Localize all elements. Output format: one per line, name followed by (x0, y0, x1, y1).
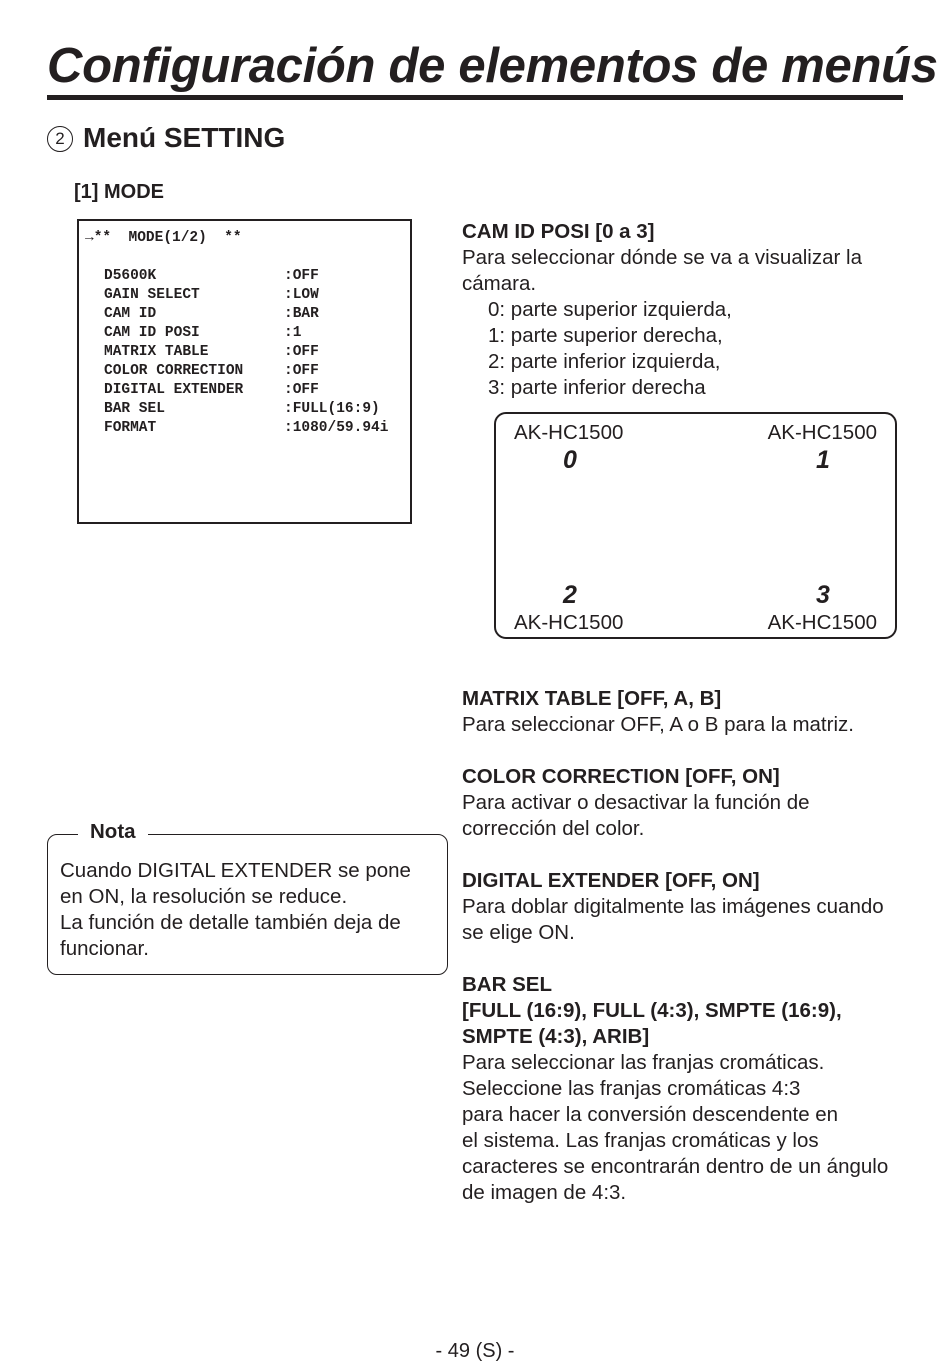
color-correction-text: Para activar o desactivar la función de (462, 791, 810, 814)
menu-row-label: BAR SEL (104, 401, 165, 417)
cam-id-posi-option: 1: parte superior derecha, (488, 324, 723, 347)
section-title: Menú SETTING (83, 122, 286, 153)
bar-sel-heading: BAR SEL (462, 973, 552, 996)
position-label-top-left: AK-HC1500 (514, 421, 624, 444)
bar-sel-text: Para seleccionar las franjas cromáticas. (462, 1051, 825, 1074)
menu-row-value: :1080/59.94i (284, 420, 389, 436)
position-number-1: 1 (816, 446, 830, 474)
mode-menu-screen (77, 219, 412, 524)
menu-row-label: CAM ID (104, 306, 157, 322)
menu-row-label: CAM ID POSI (104, 325, 200, 341)
digital-extender-text: Para doblar digitalmente las imágenes cuando (462, 895, 884, 918)
note-title: Nota (78, 820, 148, 844)
cam-id-position-diagram (494, 412, 897, 639)
position-label-top-right: AK-HC1500 (767, 421, 877, 444)
note-text: La función de detalle también deja de (60, 911, 401, 934)
menu-row-value: :OFF (284, 363, 319, 379)
color-correction-text: corrección del color. (462, 817, 645, 840)
menu-row-label: GAIN SELECT (104, 287, 200, 303)
cam-id-posi-option: 0: parte superior izquierda, (488, 298, 732, 321)
menu-row-label: MATRIX TABLE (104, 344, 209, 360)
section-heading (47, 122, 285, 154)
bar-sel-text: para hacer la conversión descendente en (462, 1103, 839, 1126)
digital-extender-text: se elige ON. (462, 921, 575, 944)
menu-row-value: :OFF (284, 268, 319, 284)
subsection-heading: [1] MODE (74, 181, 164, 203)
menu-row-value: :OFF (284, 344, 319, 360)
note-text: funcionar. (60, 937, 149, 960)
bar-sel-text: Seleccione las franjas cromáticas 4:3 (462, 1077, 801, 1100)
cam-id-posi-option: 3: parte inferior derecha (488, 376, 706, 399)
matrix-table-heading: MATRIX TABLE [OFF, A, B] (462, 687, 722, 710)
cam-id-posi-text: cámara. (462, 272, 537, 295)
note-text: en ON, la resolución se reduce. (60, 885, 348, 908)
menu-row-value: :LOW (284, 287, 319, 303)
page-title: Configuración de elementos de menús (47, 39, 938, 93)
cam-id-posi-text: Para seleccionar dónde se va a visualizar la (462, 246, 862, 269)
menu-row-value: :BAR (284, 306, 319, 322)
menu-row-label: COLOR CORRECTION (104, 363, 244, 379)
bar-sel-heading: [FULL (16:9), FULL (4:3), SMPTE (16:9), (462, 999, 842, 1022)
menu-row-value: :OFF (284, 382, 319, 398)
menu-header: →** MODE(1/2) ** (85, 230, 242, 246)
menu-row-value: :FULL(16:9) (284, 401, 380, 417)
position-number-3: 3 (816, 581, 830, 609)
digital-extender-heading: DIGITAL EXTENDER [OFF, ON] (462, 869, 760, 892)
menu-row-value: :1 (284, 325, 302, 341)
cam-id-posi-option: 2: parte inferior izquierda, (488, 350, 721, 373)
menu-row-label: DIGITAL EXTENDER (104, 382, 244, 398)
bar-sel-text: de imagen de 4:3. (462, 1181, 627, 1204)
bar-sel-text: caracteres se encontrarán dentro de un ángulo (462, 1155, 889, 1178)
page-number: - 49 (S) - (435, 1340, 515, 1362)
position-label-bottom-left: AK-HC1500 (514, 611, 624, 634)
section-number-badge: 2 (47, 126, 73, 152)
menu-row-label: D5600K (104, 268, 157, 284)
cam-id-posi-heading: CAM ID POSI [0 a 3] (462, 220, 655, 243)
matrix-table-text: Para seleccionar OFF, A o B para la matriz. (462, 713, 854, 736)
position-label-bottom-right: AK-HC1500 (767, 611, 877, 634)
note-text: Cuando DIGITAL EXTENDER se pone (60, 859, 411, 882)
bar-sel-heading: SMPTE (4:3), ARIB] (462, 1025, 650, 1048)
position-number-2: 2 (563, 581, 577, 609)
position-number-0: 0 (563, 446, 577, 474)
bar-sel-text: el sistema. Las franjas cromáticas y los (462, 1129, 819, 1152)
title-underline (47, 95, 903, 100)
color-correction-heading: COLOR CORRECTION [OFF, ON] (462, 765, 780, 788)
menu-row-label: FORMAT (104, 420, 157, 436)
